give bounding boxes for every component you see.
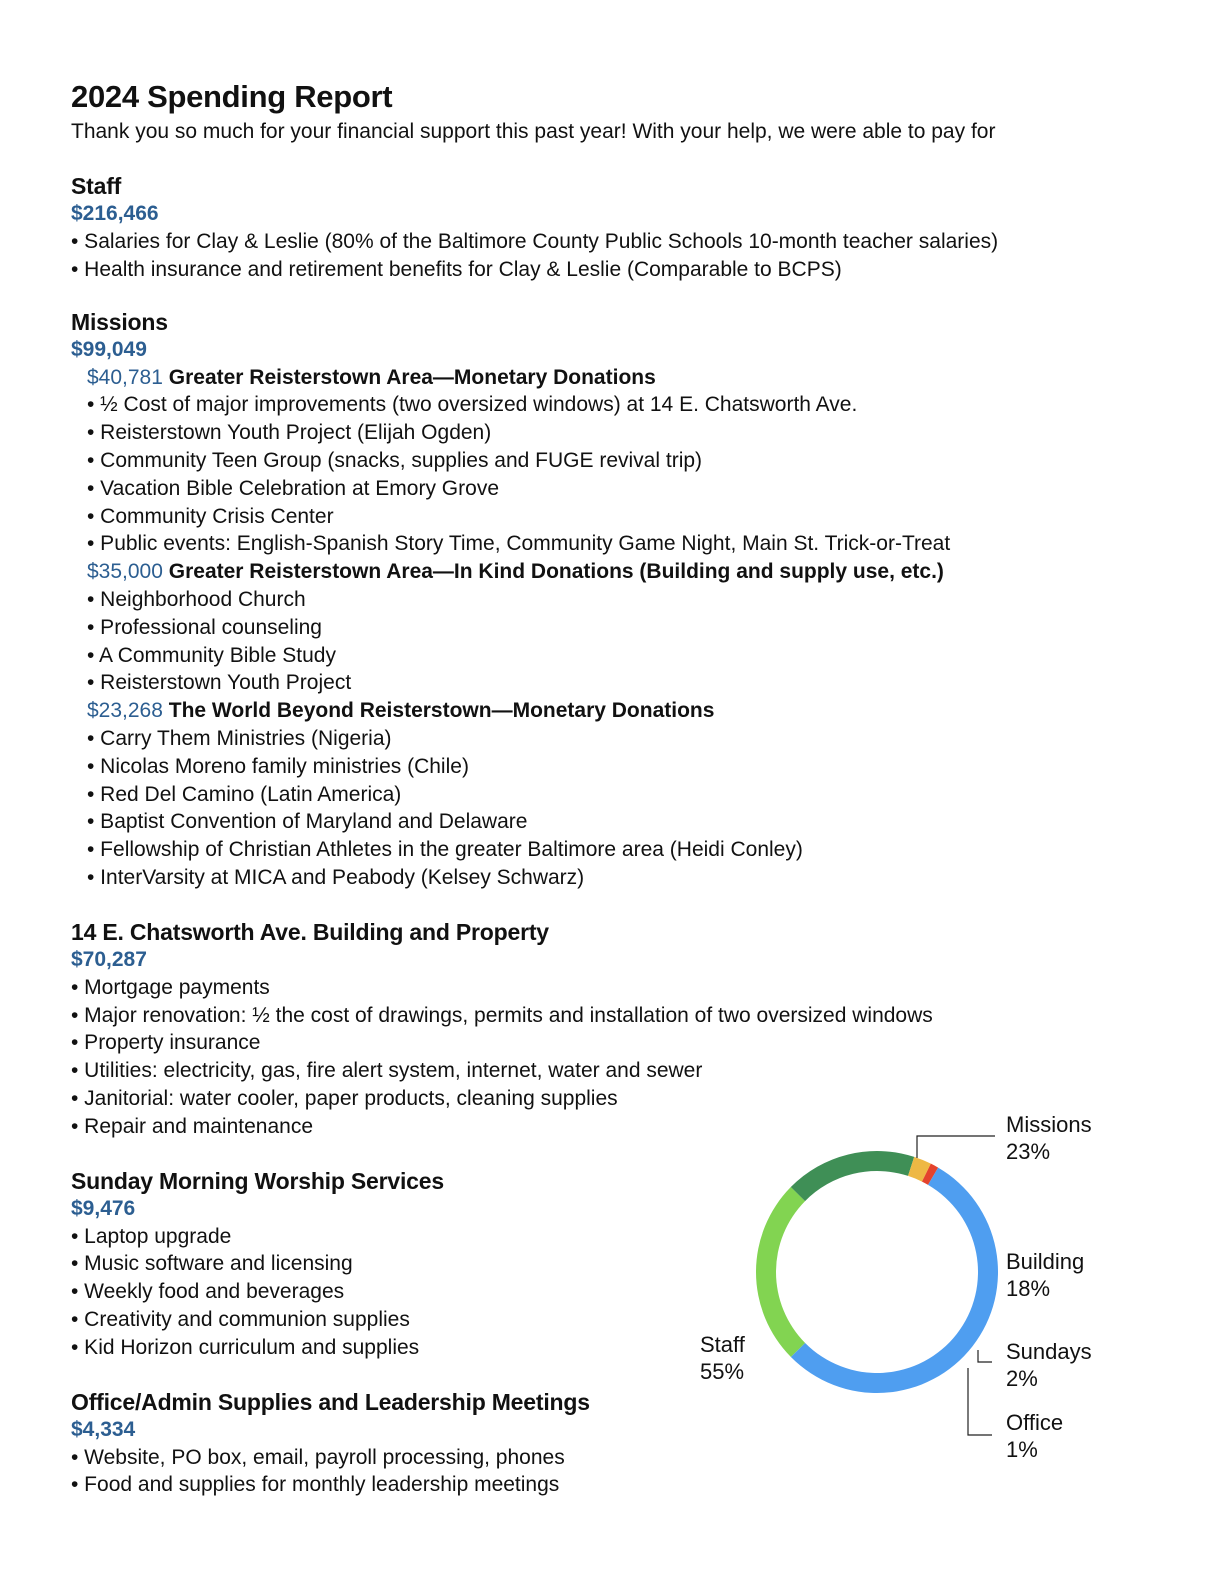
list-item: • Vacation Bible Celebration at Emory Grove (87, 476, 499, 500)
list-item: • InterVarsity at MICA and Peabody (Kelsey Schwarz) (87, 865, 585, 889)
missions-group-world (71, 697, 1151, 892)
slice-name: Missions (1006, 1112, 1092, 1137)
slice-percent: 1% (1006, 1437, 1038, 1462)
list-item: • Kid Horizon curriculum and supplies (71, 1335, 420, 1359)
list-item: • Neighborhood Church (87, 587, 306, 611)
list-item: • Utilities: electricity, gas, fire alert system, internet, water and sewer (71, 1059, 703, 1083)
section-title: 14 E. Chatsworth Ave. Building and Property (71, 918, 549, 945)
list-item: • Carry Them Ministries (Nigeria) (87, 726, 392, 750)
section-amount: $9,476 (71, 1196, 136, 1220)
section-amount: $70,287 (71, 947, 147, 971)
section-staff (71, 172, 1151, 284)
donut-slice-staff (791, 1168, 998, 1393)
list-item: • Professional counseling (87, 615, 322, 639)
list-item: • Website, PO box, email, payroll processing, phones (71, 1445, 565, 1469)
section-amount: $216,466 (71, 202, 159, 225)
list-item: • Health insurance and retirement benefits for Clay & Leslie (Comparable to BCPS) (71, 257, 842, 281)
office-leader-line (968, 1368, 992, 1435)
list-item: • Mortgage payments (71, 975, 270, 999)
missions-group-local-monetary (71, 364, 1151, 559)
slice-percent: 2% (1006, 1366, 1038, 1391)
list-item: • Fellowship of Christian Athletes in the greater Baltimore area (Heidi Conley) (87, 838, 803, 862)
section-missions (71, 308, 1151, 892)
list-item: • Music software and licensing (71, 1252, 353, 1276)
group-heading (87, 697, 1151, 725)
list-item: • Property insurance (71, 1031, 261, 1055)
list-item: • Laptop upgrade (71, 1224, 232, 1248)
list-item: • Public events: English-Spanish Story Time, Community Game Night, Main St. Trick-or-Treat (87, 532, 951, 556)
slice-name: Building (1006, 1249, 1085, 1274)
list-item: • Nicolas Moreno family ministries (Chile) (87, 754, 469, 778)
list-item: • Salaries for Clay & Leslie (80% of the Baltimore County Public Schools 10-month teacher salaries) (71, 230, 999, 253)
group-label: The World Beyond Reisterstown—Monetary Donations (168, 699, 715, 723)
section-amount: $4,334 (71, 1417, 136, 1441)
slice-percent: 23% (1006, 1139, 1051, 1164)
list-item: • Red Del Camino (Latin America) (87, 782, 402, 806)
page-title: 2024 Spending Report (71, 79, 393, 114)
list-item: • Creativity and communion supplies (71, 1307, 410, 1331)
group-amount: $23,268 (87, 699, 163, 723)
section-title: Staff (71, 173, 122, 199)
list-item: • ½ Cost of major improvements (two oversized windows) at 14 E. Chatsworth Ave. (87, 393, 858, 417)
sundays-leader-line (978, 1350, 992, 1362)
group-label: Greater Reisterstown Area—Monetary Donations (168, 365, 656, 389)
group-amount: $40,781 (87, 365, 163, 389)
slice-label-missions (1006, 1111, 1092, 1165)
list-item: • Weekly food and beverages (71, 1280, 345, 1304)
list-item: • Baptist Convention of Maryland and Delaware (87, 810, 528, 834)
group-label: Greater Reisterstown Area—In Kind Donations (Building and supply use, etc.) (168, 560, 944, 584)
slice-label-office (1006, 1409, 1063, 1463)
list-item: • Reisterstown Youth Project (87, 671, 352, 695)
missions-group-local-in-kind (71, 558, 1151, 697)
slice-label-building (1006, 1248, 1084, 1302)
slice-label-staff (700, 1331, 745, 1385)
section-title: Missions (71, 308, 168, 335)
section-title: Sunday Morning Worship Services (71, 1167, 444, 1194)
slice-label-sundays (1006, 1338, 1092, 1392)
list-item: • Community Crisis Center (87, 504, 334, 528)
list-item: • Janitorial: water cooler, paper products, cleaning supplies (71, 1086, 618, 1110)
list-item: • Repair and maintenance (71, 1114, 314, 1138)
list-item: • Food and supplies for monthly leadership meetings (71, 1473, 560, 1497)
group-heading (87, 364, 1151, 392)
missions-leader-line (917, 1136, 995, 1158)
list-item: • Major renovation: ½ the cost of drawings, permits and installation of two oversized windows (71, 1003, 933, 1027)
intro-text: Thank you so much for your financial support this past year! With your help, we were able to pay for (71, 120, 996, 143)
group-heading (87, 558, 1151, 586)
group-amount: $35,000 (87, 560, 163, 584)
spending-donut-chart (680, 1100, 1140, 1480)
list-item: • A Community Bible Study (87, 643, 336, 667)
slice-name: Sundays (1006, 1339, 1092, 1364)
donut-slice-missions (756, 1187, 805, 1357)
slice-name: Office (1006, 1410, 1064, 1435)
slice-percent: 18% (1006, 1276, 1051, 1301)
section-amount: $99,049 (71, 337, 147, 361)
list-item: • Reisterstown Youth Project (Elijah Ogden) (87, 421, 492, 445)
slice-percent: 55% (700, 1359, 745, 1384)
list-item: • Community Teen Group (snacks, supplies and FUGE revival trip) (87, 448, 703, 472)
slice-name: Staff (700, 1332, 745, 1357)
section-title: Office/Admin Supplies and Leadership Meetings (71, 1388, 590, 1415)
donut-slice-building (791, 1151, 914, 1201)
